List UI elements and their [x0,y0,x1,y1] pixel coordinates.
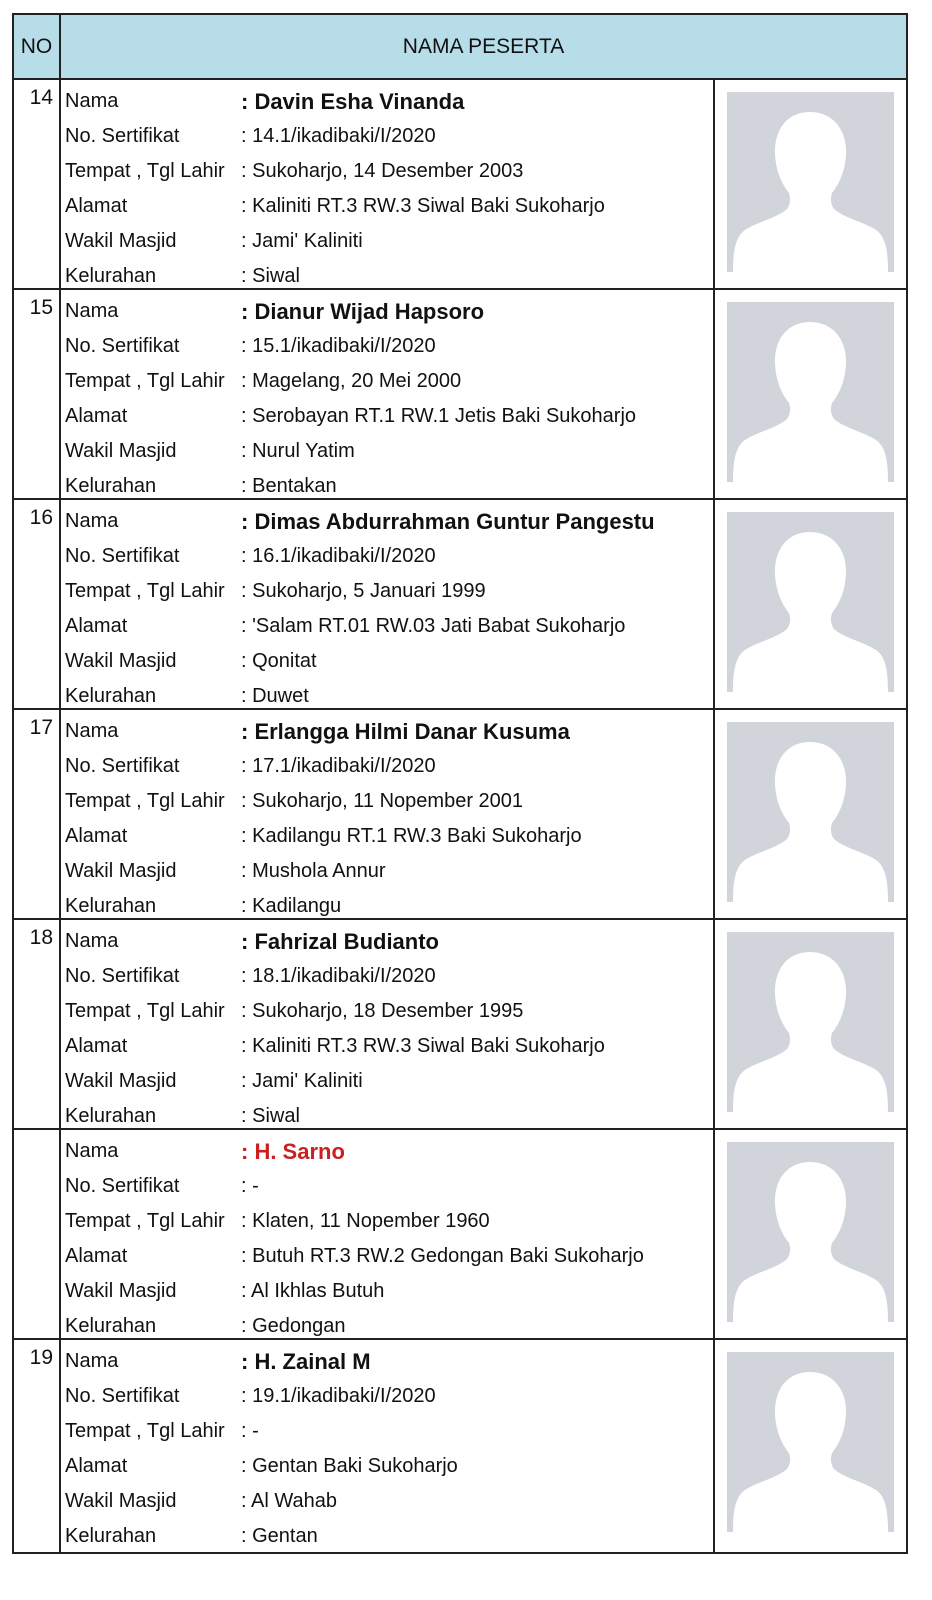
person-silhouette-icon [727,932,894,1112]
field-mosque [65,224,715,259]
field-value-mosque: : Qonitat [241,650,317,672]
photo-cell [713,80,906,288]
participant-fields [65,504,715,714]
field-village [65,1519,715,1554]
field-value-village: : Kadilangu [241,895,342,917]
field-name [65,294,715,329]
field-address [65,819,715,854]
person-silhouette-icon [727,1142,894,1322]
field-value-name: : Dianur Wijad Hapsoro [241,299,485,324]
field-value-birth: : Magelang, 20 Mei 2000 [241,370,462,392]
photo-cell [713,920,906,1128]
participant-number: 17 [14,710,61,918]
field-label-address: Alamat [65,1455,128,1477]
field-certificate [65,1169,715,1204]
field-label-birth: Tempat , Tgl Lahir [65,1000,225,1022]
field-certificate [65,119,715,154]
field-label-village: Kelurahan [65,1525,157,1547]
table-header [14,15,906,80]
participant-number: 19 [14,1340,61,1552]
participant-number: 15 [14,290,61,498]
field-value-certificate: : 18.1/ikadibaki/I/2020 [241,965,436,987]
field-label-address: Alamat [65,1035,128,1057]
field-address [65,609,715,644]
field-value-birth: : Sukoharjo, 18 Desember 1995 [241,1000,524,1022]
field-label-mosque: Wakil Masjid [65,440,177,462]
photo-cell [713,710,906,918]
field-label-name: Nama [65,300,119,322]
field-label-mosque: Wakil Masjid [65,230,177,252]
field-value-village: : Gedongan [241,1315,346,1337]
photo-cell [713,1130,906,1338]
field-label-name: Nama [65,1140,119,1162]
field-value-certificate: : - [241,1175,259,1197]
field-label-mosque: Wakil Masjid [65,650,177,672]
field-value-certificate: : 14.1/ikadibaki/I/2020 [241,125,436,147]
field-value-address: : Kaliniti RT.3 RW.3 Siwal Baki Sukoharjo [241,195,605,217]
participant-fields [65,84,715,294]
field-value-birth: : Klaten, 11 Nopember 1960 [241,1210,490,1232]
field-label-certificate: No. Sertifikat [65,1175,180,1197]
participant-fields [65,294,715,504]
participant-fields [65,924,715,1134]
field-mosque [65,1064,715,1099]
photo-cell [713,290,906,498]
field-label-address: Alamat [65,1245,128,1267]
field-label-birth: Tempat , Tgl Lahir [65,1420,225,1442]
field-label-birth: Tempat , Tgl Lahir [65,370,225,392]
field-village [65,679,715,714]
field-address [65,189,715,224]
field-value-address: : Kaliniti RT.3 RW.3 Siwal Baki Sukoharjo [241,1035,605,1057]
participant-table [12,13,908,1554]
field-value-certificate: : 19.1/ikadibaki/I/2020 [241,1385,436,1407]
photo-cell [713,1340,906,1552]
field-label-birth: Tempat , Tgl Lahir [65,790,225,812]
field-value-name: : H. Zainal M [241,1349,371,1374]
field-value-village: : Gentan [241,1525,318,1547]
field-value-mosque: : Nurul Yatim [241,440,355,462]
person-silhouette-icon [727,1352,894,1532]
field-value-birth: : Sukoharjo, 11 Nopember 2001 [241,790,524,812]
field-label-village: Kelurahan [65,685,157,707]
field-value-birth: : Sukoharjo, 5 Januari 1999 [241,580,486,602]
field-label-certificate: No. Sertifikat [65,125,180,147]
participant-row [14,1130,906,1340]
participant-fields [65,714,715,924]
participant-number [14,1130,61,1338]
header-title: NAMA PESERTA [61,15,906,78]
field-label-name: Nama [65,510,119,532]
field-label-village: Kelurahan [65,1105,157,1127]
field-value-address: : Butuh RT.3 RW.2 Gedongan Baki Sukoharjo [241,1245,644,1267]
field-value-certificate: : 16.1/ikadibaki/I/2020 [241,545,436,567]
field-label-address: Alamat [65,405,128,427]
field-label-address: Alamat [65,615,128,637]
field-label-certificate: No. Sertifikat [65,965,180,987]
participant-rows [14,80,906,1552]
field-label-village: Kelurahan [65,475,157,497]
person-silhouette-icon [727,92,894,272]
participant-row [14,920,906,1130]
field-label-mosque: Wakil Masjid [65,1280,177,1302]
field-village [65,469,715,504]
field-name [65,714,715,749]
field-certificate [65,329,715,364]
field-address [65,399,715,434]
field-label-certificate: No. Sertifikat [65,335,180,357]
field-label-name: Nama [65,1350,119,1372]
field-value-address: : Serobayan RT.1 RW.1 Jetis Baki Sukoharjo [241,405,637,427]
field-certificate [65,959,715,994]
field-label-mosque: Wakil Masjid [65,1490,177,1512]
field-value-village: : Bentakan [241,475,337,497]
field-mosque [65,854,715,889]
field-value-village: : Siwal [241,1105,300,1127]
field-birth [65,154,715,189]
field-mosque [65,1484,715,1519]
field-label-birth: Tempat , Tgl Lahir [65,160,225,182]
field-village [65,259,715,294]
header-no: NO [14,15,61,78]
field-value-birth: : - [241,1420,259,1442]
field-value-address: : Kadilangu RT.1 RW.3 Baki Sukoharjo [241,825,582,847]
photo-cell [713,500,906,708]
field-value-name: : Fahrizal Budianto [241,929,439,954]
field-value-mosque: : Mushola Annur [241,860,386,882]
person-silhouette-icon [727,722,894,902]
field-birth [65,1204,715,1239]
field-value-certificate: : 15.1/ikadibaki/I/2020 [241,335,436,357]
field-label-birth: Tempat , Tgl Lahir [65,580,225,602]
field-mosque [65,1274,715,1309]
person-silhouette-icon [727,302,894,482]
field-name [65,84,715,119]
field-label-certificate: No. Sertifikat [65,545,180,567]
field-value-name: : Dimas Abdurrahman Guntur Pangestu [241,509,655,534]
field-label-name: Nama [65,720,119,742]
field-address [65,1449,715,1484]
field-value-mosque: : Jami' Kaliniti [241,230,363,252]
field-label-certificate: No. Sertifikat [65,755,180,777]
field-certificate [65,1379,715,1414]
field-birth [65,994,715,1029]
field-address [65,1029,715,1064]
field-value-village: : Siwal [241,265,300,287]
participant-fields [65,1344,715,1554]
field-birth [65,1414,715,1449]
field-label-address: Alamat [65,825,128,847]
participant-fields [65,1134,715,1344]
field-value-mosque: : Jami' Kaliniti [241,1070,363,1092]
participant-row [14,500,906,710]
field-label-village: Kelurahan [65,265,157,287]
field-certificate [65,539,715,574]
field-address [65,1239,715,1274]
field-birth [65,784,715,819]
field-mosque [65,644,715,679]
participant-number: 18 [14,920,61,1128]
field-village [65,1099,715,1134]
field-label-name: Nama [65,90,119,112]
field-name [65,1134,715,1169]
participant-number: 14 [14,80,61,288]
field-name [65,1344,715,1379]
field-value-mosque: : Al Wahab [241,1490,337,1512]
field-label-village: Kelurahan [65,895,157,917]
field-label-address: Alamat [65,195,128,217]
field-value-certificate: : 17.1/ikadibaki/I/2020 [241,755,436,777]
participant-row [14,290,906,500]
field-label-name: Nama [65,930,119,952]
field-value-name: : Davin Esha Vinanda [241,89,465,114]
field-label-village: Kelurahan [65,1315,157,1337]
field-value-address: : Gentan Baki Sukoharjo [241,1455,458,1477]
field-mosque [65,434,715,469]
field-value-village: : Duwet [241,685,309,707]
field-village [65,889,715,924]
field-label-birth: Tempat , Tgl Lahir [65,1210,225,1232]
field-birth [65,364,715,399]
field-certificate [65,749,715,784]
participant-row [14,80,906,290]
person-silhouette-icon [727,512,894,692]
field-birth [65,574,715,609]
field-value-name: : Erlangga Hilmi Danar Kusuma [241,719,570,744]
field-value-birth: : Sukoharjo, 14 Desember 2003 [241,160,524,182]
field-village [65,1309,715,1344]
field-label-certificate: No. Sertifikat [65,1385,180,1407]
participant-row [14,710,906,920]
field-value-mosque: : Al Ikhlas Butuh [241,1280,385,1302]
participant-row [14,1340,906,1552]
participant-number: 16 [14,500,61,708]
field-value-name: : H. Sarno [241,1139,345,1164]
field-name [65,924,715,959]
field-label-mosque: Wakil Masjid [65,860,177,882]
field-value-address: : 'Salam RT.01 RW.03 Jati Babat Sukoharjo [241,615,626,637]
field-label-mosque: Wakil Masjid [65,1070,177,1092]
field-name [65,504,715,539]
